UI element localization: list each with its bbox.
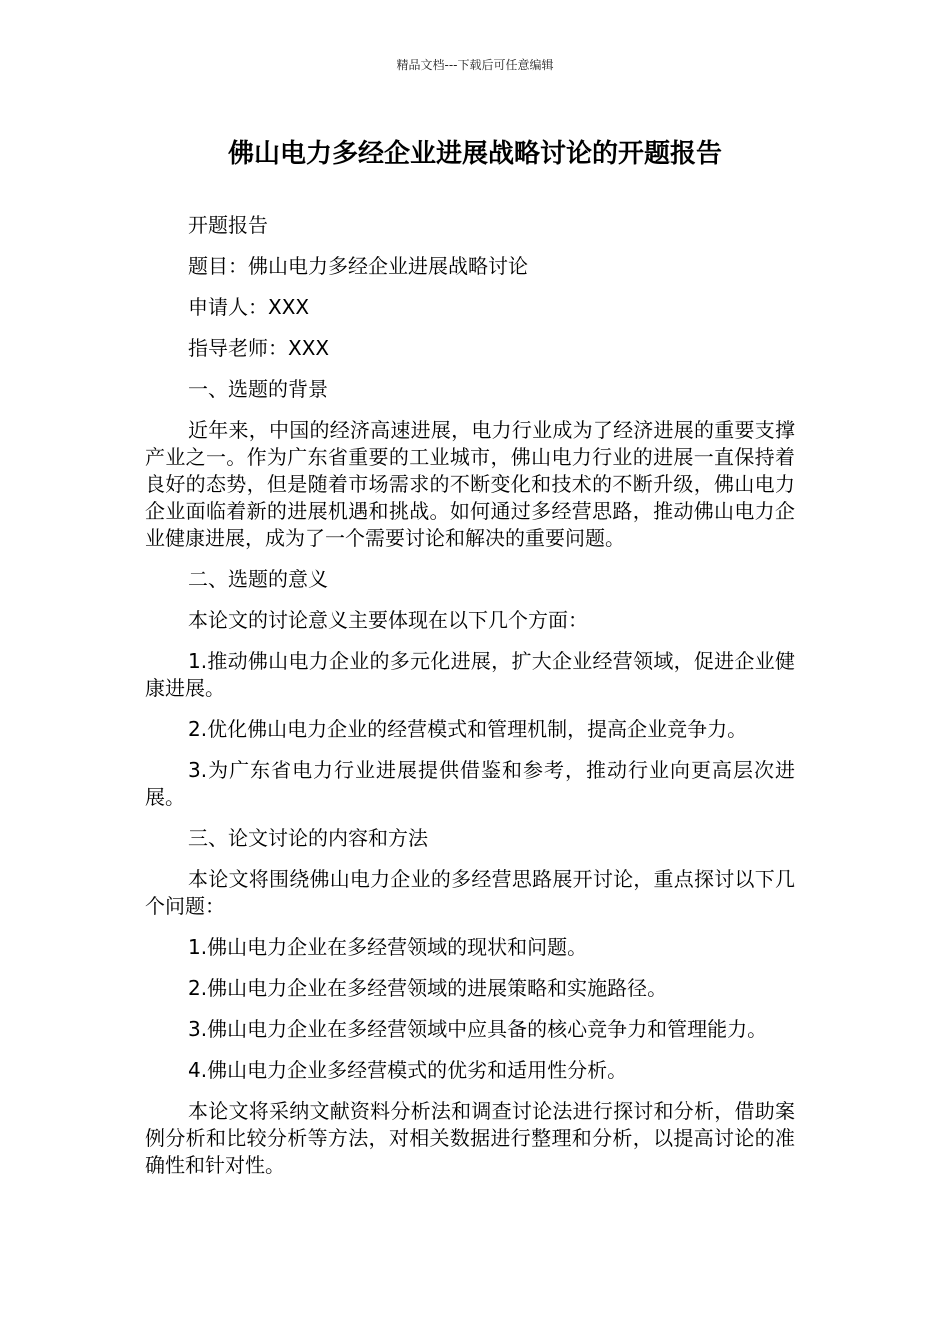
- paragraph-background: 近年来，中国的经济高速进展，电力行业成为了经济进展的重要支撑产业之一。作为广东省重要的工业城市，佛山电力行业的进展一直保持着良好的态势，但是随着市场需求的不断变化和技术的不断升级，佛山电力企业面临着新的进展机遇和挑战。如何通过多经营思路，推动佛山电力企业健康进展，成为了一个需要讨论和解决的重要问题。: [145, 418, 795, 550]
- paragraph-methods: 本论文将采纳文献资料分析法和调查讨论法进行探讨和分析，借助案例分析和比较分析等方法，对相关数据进行整理和分析，以提高讨论的准确性和针对性。: [145, 1099, 795, 1177]
- document-title: 佛山电力多经企业进展战略讨论的开题报告: [227, 139, 722, 169]
- document-body: [145, 212, 795, 1193]
- list-item-content-3: 3.佛山电力企业在多经营领域中应具备的核心竞争力和管理能力。: [188, 1017, 768, 1041]
- list-item-significance-3: 3.为广东省电力行业进展提供借鉴和参考，推动行业向更高层次进展。: [145, 758, 795, 809]
- list-item-content-1: 1.佛山电力企业在多经营领域的现状和问题。: [188, 935, 588, 959]
- paragraph-topic: 题目：佛山电力多经企业进展战略讨论: [188, 254, 528, 278]
- list-item-content-4: 4.佛山电力企业多经营模式的优劣和适用性分析。: [188, 1058, 628, 1082]
- paragraph-significance-intro: 本论文的讨论意义主要体现在以下几个方面：: [188, 608, 588, 632]
- section-heading-content-methods: 三、论文讨论的内容和方法: [188, 826, 428, 850]
- paragraph-advisor: 指导老师：XXX: [188, 336, 330, 360]
- header-note: 精品文档---下载后可任意编辑: [396, 58, 554, 72]
- paragraph-applicant: 申请人：XXX: [188, 295, 310, 319]
- paragraph-content-intro: 本论文将围绕佛山电力企业的多经营思路展开讨论，重点探讨以下几个问题：: [145, 867, 795, 918]
- list-item-significance-1: 1.推动佛山电力企业的多元化进展，扩大企业经营领域，促进企业健康进展。: [145, 649, 795, 700]
- section-heading-background: 一、选题的背景: [188, 377, 328, 401]
- list-item-content-2: 2.佛山电力企业在多经营领域的进展策略和实施路径。: [188, 976, 668, 1000]
- section-heading-significance: 二、选题的意义: [188, 567, 328, 591]
- paragraph-report-label: 开题报告: [188, 213, 268, 237]
- list-item-significance-2: 2.优化佛山电力企业的经营模式和管理机制，提高企业竞争力。: [188, 717, 748, 741]
